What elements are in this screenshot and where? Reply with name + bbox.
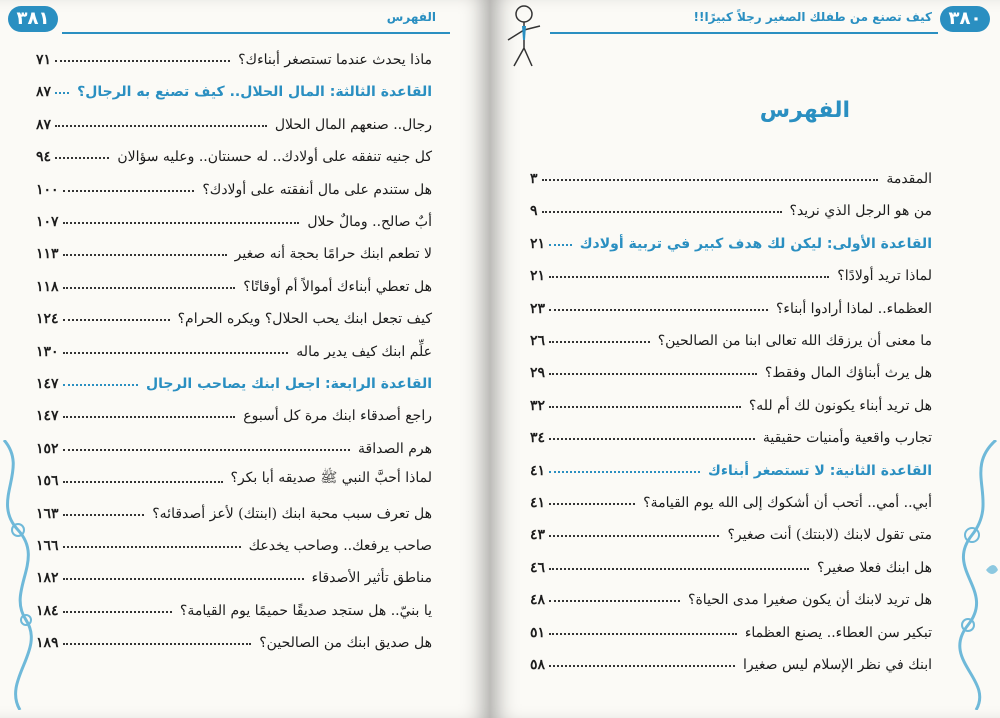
toc-page-number: ٤٣	[530, 527, 546, 544]
toc-page-number: ٢٦	[530, 333, 546, 349]
toc-entry-label: كل جنيه تنفقه على أولادك.. له حسنتان.. وعليه سؤالان	[117, 149, 432, 166]
toc-page-number: ٩٤	[36, 149, 52, 166]
toc-entry-label: المقدمة	[886, 171, 932, 187]
toc-page-number: ١٨٤	[36, 602, 59, 619]
toc-entry-label: مناطق تأثير الأصدقاء	[311, 570, 432, 587]
toc-page-number: ١٠٧	[36, 214, 59, 230]
toc-page-number: ٧١	[36, 52, 52, 68]
toc-section-heading	[530, 222, 932, 252]
toc-section-heading	[530, 449, 932, 479]
toc-page-number: ١٤٧	[36, 408, 59, 425]
toc-page-number: ٤٨	[530, 592, 546, 609]
toc-entry-label: هل تريد أبناء يكونون لك أم لله؟	[748, 397, 932, 414]
toc-page-number: ٢١	[530, 268, 546, 285]
toc-entry-label: هل ابنك فعلا صغير؟	[817, 559, 932, 576]
toc-entry-label: أبي.. أمي.. أتحب أن أشكوك إلى الله يوم القيامة؟	[643, 495, 932, 511]
toc-leader-dots	[549, 503, 635, 505]
toc-entry	[36, 621, 432, 651]
toc-entry-label: هرم الصداقة	[358, 440, 432, 457]
toc-leader-dots	[542, 211, 782, 213]
toc-entry	[530, 254, 932, 284]
toc-entry-label: صاحب يرفعك.. وصاحب يخدعك	[248, 538, 432, 554]
toc-page-number: ١٨٢	[36, 570, 59, 587]
toc-leader-dots	[549, 665, 735, 667]
toc-leader-dots	[549, 341, 650, 343]
toc-page-number: ٥٨	[530, 657, 546, 673]
toc-leader-dots	[63, 190, 195, 192]
toc-entry	[530, 189, 932, 219]
toc-page-number: ١٢٤	[36, 311, 59, 328]
toc-page-number: ٤١	[530, 495, 546, 511]
toc-page-number: ٩	[530, 203, 538, 220]
floral-ornament-icon	[956, 440, 1000, 710]
toc-entry	[36, 556, 432, 586]
toc-entry-label: هل صديق ابنك من الصالحين؟	[259, 635, 432, 652]
toc-leader-dots	[549, 438, 755, 440]
toc-entry	[530, 157, 932, 187]
toc-entry-label: لماذا أحبَّ النبي ﷺ صديقه أبا بكر؟	[230, 470, 432, 487]
toc-leader-dots	[63, 481, 223, 483]
floral-ornament-icon	[0, 440, 34, 710]
toc-leader-dots	[549, 406, 741, 408]
toc-entry-label: هل ستندم على مال أنفقته على أولادك؟	[202, 181, 432, 198]
toc-page-number: ٥١	[530, 624, 546, 641]
toc-entry-label: القاعدة الرابعة: اجعل ابنك يصاحب الرجال	[145, 376, 432, 392]
toc-page-number: ٤٦	[530, 559, 546, 576]
toc-entry-label: القاعدة الثالثة: المال الحلال.. كيف تصنع به الرجال؟	[77, 84, 432, 101]
right-page-header-title: كيف تصنع من طفلك الصغير رجلاً كبيرًا!!	[693, 10, 932, 24]
toc-entry	[530, 513, 932, 543]
left-header-rule	[62, 32, 450, 34]
toc-page-number: ١٠٠	[36, 181, 59, 198]
toc-entry	[36, 265, 432, 295]
toc-leader-dots	[63, 449, 350, 451]
toc-leader-dots	[549, 633, 737, 635]
toc-entry-label: العظماء.. لماذا أرادوا أبناء؟	[775, 300, 932, 317]
toc-leader-dots	[549, 276, 829, 278]
toc-page-number: ١٥٢	[36, 440, 59, 457]
toc-entry-label: كيف تجعل ابنك يحب الحلال؟ ويكره الحرام؟	[177, 311, 432, 328]
toc-entry-label: لماذا تريد أولادًا؟	[837, 268, 932, 285]
toc-entry	[36, 589, 432, 619]
toc-leader-dots	[549, 471, 700, 473]
toc-leader-dots	[63, 222, 300, 224]
toc-page-number: ١٨٩	[36, 635, 59, 652]
toc-leader-dots	[55, 125, 267, 127]
toc-page-number: ٣	[530, 171, 538, 187]
toc-entry	[530, 319, 932, 349]
toc-entry-label: متى تقول لابنك (لابنتك) أنت صغير؟	[727, 527, 932, 544]
toc-leader-dots	[63, 514, 145, 516]
toc-section-heading	[36, 70, 432, 100]
left-page-header-title: الفهرس	[386, 10, 436, 24]
toc-leader-dots	[63, 643, 252, 645]
toc-entry	[36, 427, 432, 457]
toc-entry	[36, 200, 432, 230]
toc-page-number: ٨٧	[36, 84, 52, 101]
toc-leader-dots	[55, 157, 109, 159]
toc-entry-label: لا تطعم ابنك حرامًا بحجة أنه صغير	[234, 246, 432, 263]
toc-page-number: ٨٧	[36, 116, 52, 133]
toc-leader-dots	[63, 416, 236, 418]
toc-entry	[36, 492, 432, 522]
toc-section-heading	[36, 362, 432, 392]
toc-entry-label: ابنك في نظر الإسلام ليس صغيرا	[743, 657, 932, 673]
toc-page-number: ٢٩	[530, 365, 546, 382]
right-header-rule	[550, 32, 938, 34]
toc-entry	[530, 287, 932, 317]
toc-entry-label: راجع أصدقاء ابنك مرة كل أسبوع	[243, 408, 432, 425]
toc-entry-label: رجال.. صنعهم المال الحلال	[274, 116, 432, 133]
toc-leader-dots	[63, 578, 304, 580]
left-page-number-badge: ٣٨١	[8, 6, 58, 32]
toc-entry-label: علِّم ابنك كيف يدير ماله	[296, 343, 432, 360]
toc-leader-dots	[542, 179, 879, 181]
toc-entry-label: ماذا يحدث عندما تستصغر أبناءك؟	[238, 52, 432, 68]
toc-entry	[36, 330, 432, 360]
toc-page-number: ٣٤	[530, 430, 546, 447]
toc-entry-label: من هو الرجل الذي نريد؟	[789, 203, 932, 220]
toc-entry	[530, 546, 932, 576]
toc-entry-label: تجارب واقعية وأمنيات حقيقية	[762, 430, 932, 447]
toc-leader-dots	[549, 568, 809, 570]
toc-entry-label: يا بنيّ.. هل ستجد صديقًا حميمًا يوم القيامة؟	[179, 602, 432, 619]
toc-entry-label: ما معنى أن يرزقك الله تعالى ابنا من الصالحين؟	[657, 333, 932, 349]
toc-entry	[36, 38, 432, 68]
toc-page-number: ١١٨	[36, 278, 59, 295]
toc-page-number: ١١٣	[36, 246, 59, 263]
toc-page-number: ١٣٠	[36, 343, 59, 360]
toc-entry	[36, 394, 432, 424]
toc-entry	[530, 416, 932, 446]
toc-page-number: ١٦٣	[36, 505, 59, 522]
toc-leader-dots	[63, 254, 227, 256]
toc-entry-label: تبكير سن العطاء.. يصنع العظماء	[744, 624, 932, 641]
toc-entry-label: هل تريد لابنك أن يكون صغيرا مدى الحياة؟	[688, 592, 932, 609]
toc-entry	[530, 481, 932, 511]
toc-entry	[36, 232, 432, 262]
toc-entry	[36, 297, 432, 327]
toc-entry	[36, 103, 432, 133]
toc-entry	[530, 611, 932, 641]
toc-leader-dots	[63, 352, 289, 354]
toc-entry-label: القاعدة الثانية: لا تستصغر أبناءك	[708, 462, 932, 479]
toc-leader-dots	[549, 309, 768, 311]
toc-entry	[530, 578, 932, 608]
toc-page-number: ٣٢	[530, 397, 546, 414]
toc-page-number: ١٥٦	[36, 473, 59, 490]
toc-entry-label: أبٌ صالح.. ومالٌ حلال	[307, 214, 432, 230]
right-page	[490, 0, 1000, 718]
toc-leader-dots	[63, 384, 138, 386]
toc-page-number: ١٤٧	[36, 376, 59, 392]
toc-title: الفهرس	[759, 98, 850, 123]
toc-leader-dots	[55, 92, 69, 94]
toc-page-number: ٢١	[530, 235, 546, 252]
left-page-header	[0, 0, 490, 40]
toc-leader-dots	[55, 60, 230, 62]
toc-entry	[36, 524, 432, 554]
toc-leader-dots	[63, 287, 236, 289]
toc-entry	[36, 168, 432, 198]
toc-entry-label: هل يرث أبناؤك المال وفقط؟	[764, 365, 932, 382]
toc-leader-dots	[549, 535, 719, 537]
toc-leader-dots	[549, 600, 680, 602]
toc-entry	[530, 384, 932, 414]
toc-entry-label: هل تعرف سبب محبة ابنك (ابنتك) لأعز أصدقائه؟	[152, 505, 432, 522]
toc-leader-dots	[63, 546, 241, 548]
left-page	[0, 0, 490, 718]
toc-leader-dots	[549, 244, 572, 246]
right-page-number-badge: ٣٨٠	[940, 6, 990, 32]
toc-leader-dots	[63, 611, 172, 613]
toc-entry	[530, 351, 932, 381]
toc-leader-dots	[63, 319, 170, 321]
right-page-header	[490, 0, 1000, 40]
toc-page-number: ٤١	[530, 462, 546, 479]
toc-page-number: ٢٣	[530, 300, 546, 317]
toc-page-number: ١٦٦	[36, 538, 59, 554]
toc-entry	[530, 643, 932, 673]
figure-illustration-icon	[496, 0, 546, 70]
toc-entry-label: هل تعطي أبناءك أموالاً أم أوقاتًا؟	[243, 278, 432, 295]
toc-entry-label: القاعدة الأولى: ليكن لك هدف كبير في تربية أولادك	[579, 235, 932, 252]
toc-entry	[36, 135, 432, 165]
toc-leader-dots	[549, 373, 757, 375]
toc-entry	[36, 459, 432, 489]
